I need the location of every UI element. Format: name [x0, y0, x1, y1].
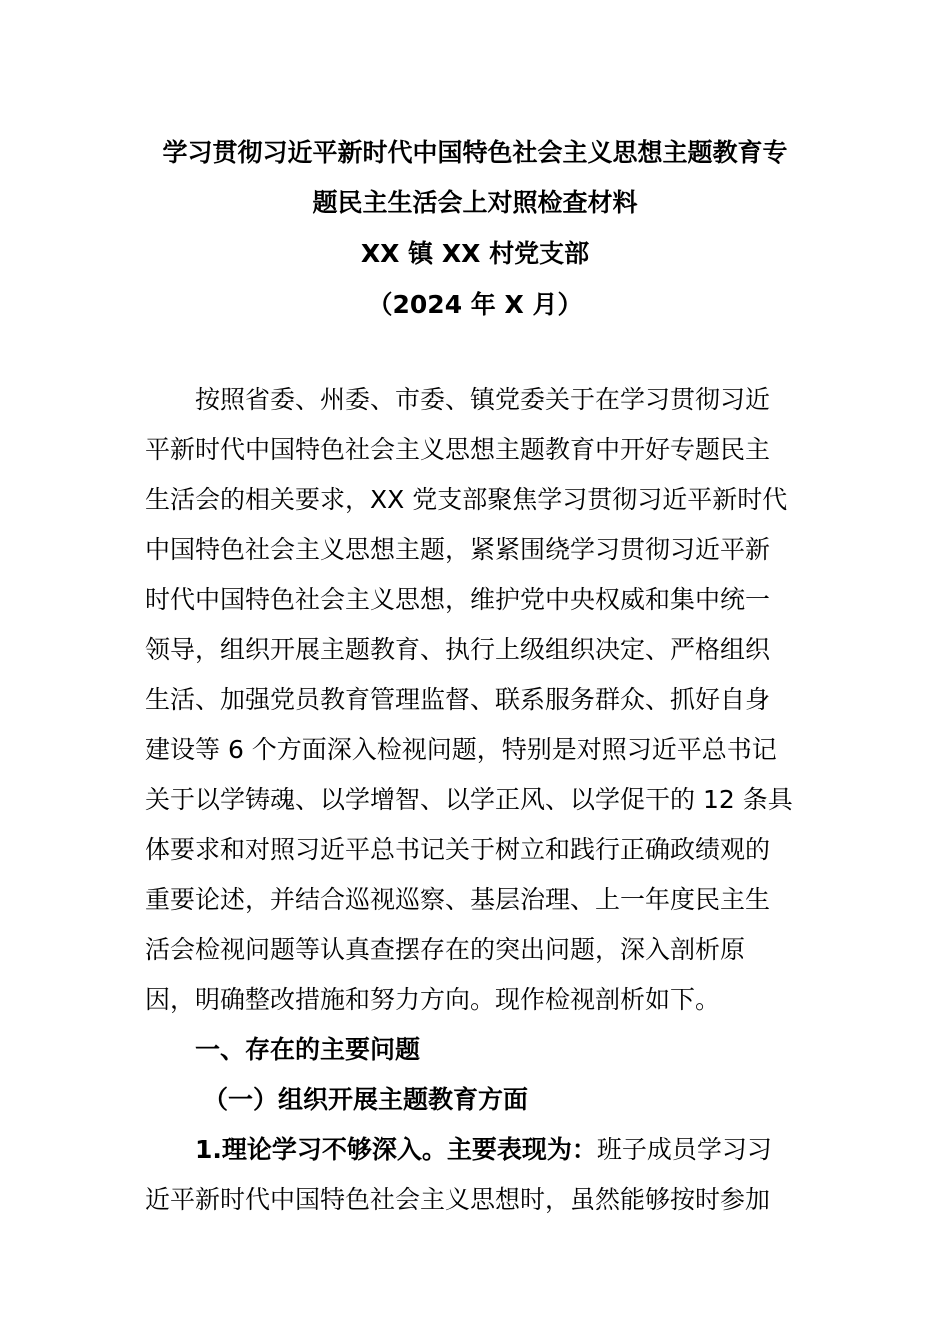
- paragraph-line: 按照省委、州委、市委、镇党委关于在学习贯彻习近: [195, 385, 771, 414]
- subsection-heading: （一）组织开展主题教育方面: [203, 1085, 529, 1114]
- paragraph-line: 因，明确整改措施和努力方向。现作检视剖析如下。: [145, 985, 721, 1014]
- item-text: 班子成员学习习: [596, 1135, 772, 1164]
- document-title-line-2: 题民主生活会上对照检查材料: [312, 188, 638, 217]
- paragraph-line: 活会检视问题等认真查摆存在的突出问题，深入剖析原: [145, 935, 746, 964]
- document-title-block: [0, 128, 950, 330]
- paragraph-line: 生活会的相关要求，XX 党支部聚焦学习贯彻习近平新时代: [145, 485, 788, 514]
- paragraph-line: 近平新时代中国特色社会主义思想时，虽然能够按时参加: [145, 1185, 771, 1214]
- paragraph-line: 平新时代中国特色社会主义思想主题教育中开好专题民主: [145, 435, 771, 464]
- organization-name: XX 镇 XX 村党支部: [360, 239, 590, 268]
- paragraph-line: 建设等 6 个方面深入检视问题，特别是对照习近平总书记: [145, 735, 777, 764]
- document-body: [145, 375, 810, 1225]
- paragraph-line: 关于以学铸魂、以学增智、以学正风、以学促干的 12 条具: [145, 785, 793, 814]
- paragraph-line: 生活、加强党员教育管理监督、联系服务群众、抓好自身: [145, 685, 771, 714]
- paragraph-line: 体要求和对照习近平总书记关于树立和践行正确政绩观的: [145, 835, 771, 864]
- item-heading-line: [145, 1125, 810, 1175]
- item-heading: 1.理论学习不够深入。主要表现为：: [195, 1135, 597, 1164]
- paragraph-line: 重要论述，并结合巡视巡察、基层治理、上一年度民主生: [145, 885, 771, 914]
- document-date: （2024 年 X 月）: [367, 290, 583, 319]
- paragraph-line: 中国特色社会主义思想主题，紧紧围绕学习贯彻习近平新: [145, 535, 771, 564]
- document-title-line-1: 学习贯彻习近平新时代中国特色社会主义思想主题教育专: [162, 138, 788, 167]
- section-heading: 一、存在的主要问题: [195, 1035, 421, 1064]
- paragraph-line: 领导，组织开展主题教育、执行上级组织决定、严格组织: [145, 635, 771, 664]
- paragraph-line: 时代中国特色社会主义思想，维护党中央权威和集中统一: [145, 585, 771, 614]
